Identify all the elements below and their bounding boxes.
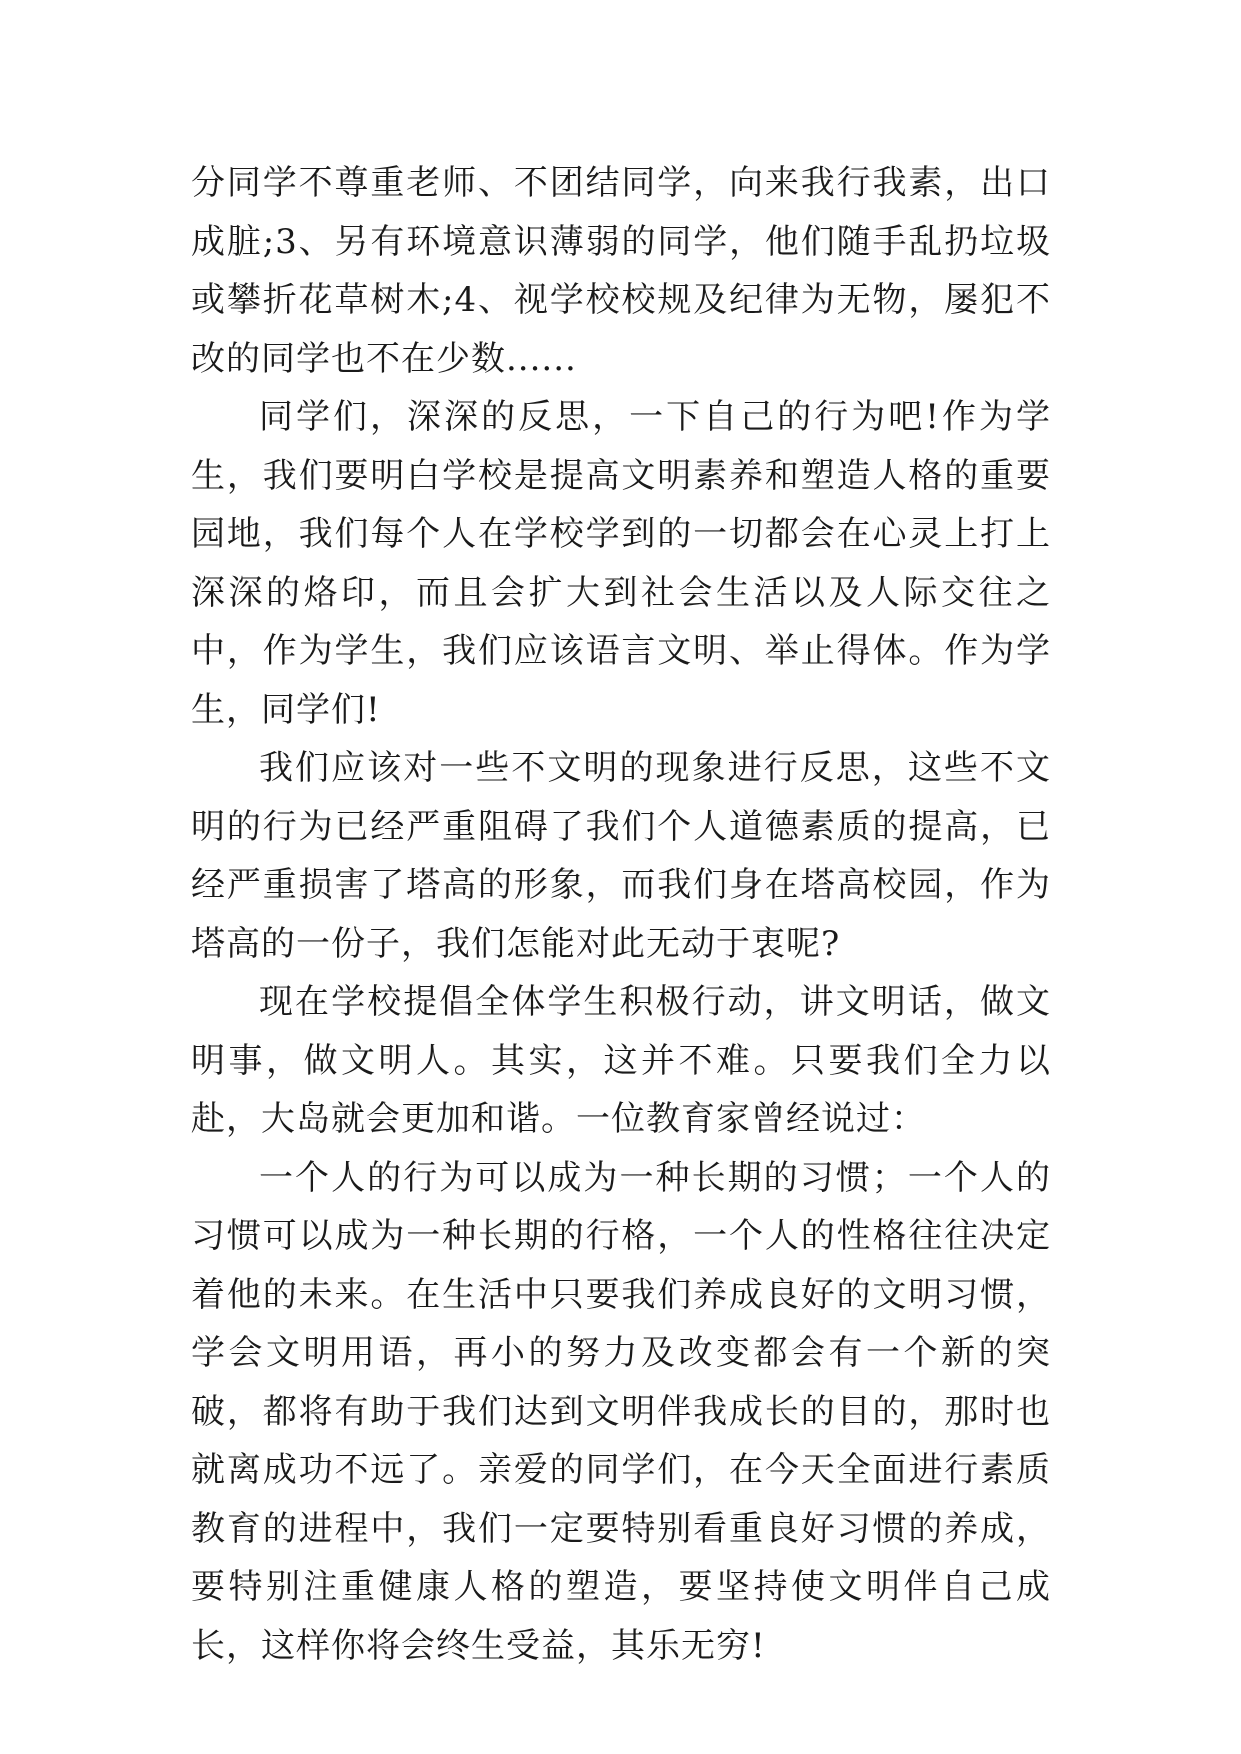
paragraph-3: 我们应该对一些不文明的现象进行反思，这些不文明的行为已经严重阻碍了我们个人道德素质的提高，已经严重损害了塔高的形象，而我们身在塔高校园，作为塔高的一份子，我们怎能对此无动于衷呢? (191, 748, 1051, 964)
paragraph-1: 分同学不尊重老师、不团结同学，向来我行我素，出口成脏;3、另有环境意识薄弱的同学，他们随手乱扔垃圾或攀折花草树木;4、视学校校规及纪律为无物，屡犯不改的同学也不在少数...... (191, 163, 1051, 379)
document-body (191, 154, 1051, 1675)
paragraph-5: 一个人的行为可以成为一种长期的习惯；一个人的习惯可以成为一种长期的行格，一个人的性格往往决定着他的未来。在生活中只要我们养成良好的文明习惯，学会文明用语，再小的努力及改变都会有一个新的突破，都将有助于我们达到文明伴我成长的目的，那时也就离成功不远了。亲爱的同学们，在今天全面进行素质教育的进程中，我们一定要特别看重良好习惯的养成，要特别注重健康人格的塑造，要坚持使文明伴自己成长，这样你将会终生受益，其乐无穷! (191, 1157, 1051, 1666)
paragraph-4: 现在学校提倡全体学生积极行动，讲文明话，做文明事，做文明人。其实，这并不难。只要我们全力以赴，大岛就会更加和谐。一位教育家曾经说过： (191, 982, 1051, 1139)
paragraph-2: 同学们，深深的反思，一下自己的行为吧!作为学生，我们要明白学校是提高文明素养和塑造人格的重要园地，我们每个人在学校学到的一切都会在心灵上打上深深的烙印，而且会扩大到社会生活以及人际交往之中，作为学生，我们应该语言文明、举止得体。作为学生，同学们! (191, 397, 1051, 730)
